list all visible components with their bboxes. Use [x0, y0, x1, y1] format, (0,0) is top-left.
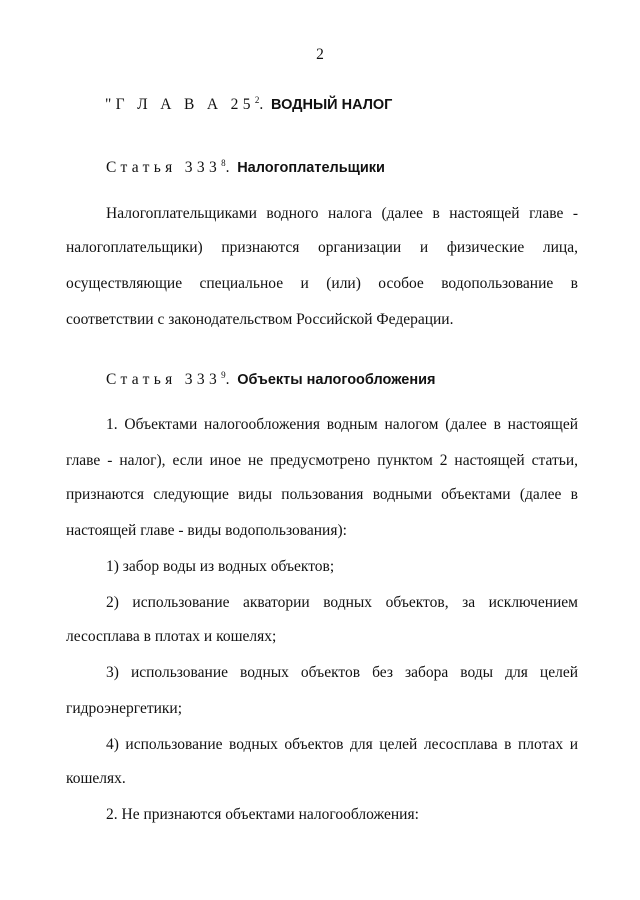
- article-dot: .: [225, 159, 230, 176]
- chapter-superscript: 2: [254, 95, 260, 105]
- text-line: 1. Объектами налогообложения водным налогом (далее в настоящей: [106, 416, 578, 433]
- text-line: гидроэнергетики;: [66, 700, 183, 717]
- article-title: Объекты налогообложения: [237, 372, 436, 388]
- list-item-text: 2) использование акватории водных объектов, за исключением: [106, 594, 578, 611]
- chapter-heading: [105, 95, 392, 114]
- chapter-label: "Г Л А В А 25: [105, 96, 255, 113]
- article-label: Статья 333: [106, 159, 222, 176]
- chapter-dot: .: [259, 96, 264, 113]
- page-number: 2: [316, 46, 324, 63]
- text-line: Налогоплательщиками водного налога (далее в настоящей главе -: [106, 205, 578, 222]
- text-line: настоящей главе - виды водопользования):: [66, 522, 347, 539]
- text-line: главе - налог), если иное не предусмотрено пунктом 2 настоящей статьи,: [66, 452, 578, 469]
- text-line: налогоплательщики) признаются организации и физические лица,: [66, 239, 578, 256]
- article-superscript: 8: [221, 158, 226, 168]
- article-heading-333-9: [106, 370, 435, 389]
- chapter-title: ВОДНЫЙ НАЛОГ: [270, 97, 393, 113]
- article-label: Статья 333: [106, 371, 222, 388]
- text-line: кошелях.: [66, 770, 126, 787]
- article-dot: .: [225, 371, 230, 388]
- list-item-text: 4) использование водных объектов для целей лесосплава в плотах и: [106, 736, 578, 753]
- text-line: соответствии с законодательством Российской Федерации.: [66, 311, 454, 328]
- list-item-text: 1) забор воды из водных объектов;: [106, 558, 335, 575]
- text-line: лесосплава в плотах и кошелях;: [66, 628, 277, 645]
- list-item-text: 2. Не признаются объектами налогообложения:: [106, 806, 419, 823]
- article-heading-333-8: [106, 158, 385, 177]
- text-line: признаются следующие виды пользования водными объектами (далее в: [66, 486, 578, 503]
- list-item-text: 3) использование водных объектов без забора воды для целей: [106, 664, 578, 681]
- article-superscript: 9: [221, 370, 226, 380]
- text-line: осуществляющие специальное и (или) особое водопользование в: [66, 275, 578, 292]
- article-title: Налогоплательщики: [237, 160, 385, 176]
